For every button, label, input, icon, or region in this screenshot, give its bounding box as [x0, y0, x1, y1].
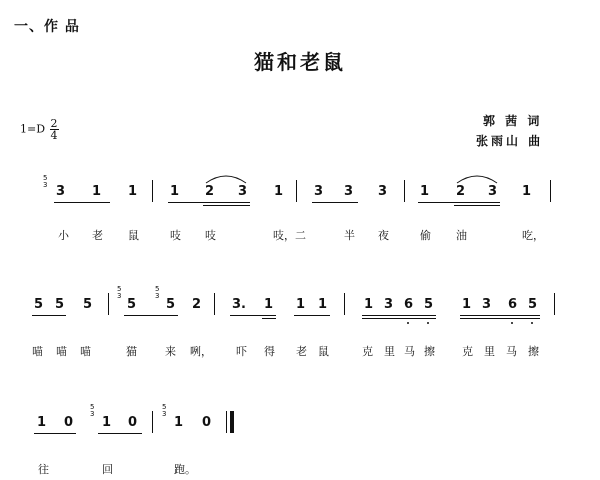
- lyricist-credit: 郭 茜 词: [483, 114, 543, 128]
- note: 3: [378, 184, 388, 199]
- barline: [152, 411, 153, 433]
- barline: [152, 180, 153, 202]
- barline: [550, 180, 551, 202]
- lyric: 咧，: [190, 345, 212, 358]
- lyric: 夜: [378, 229, 389, 242]
- note: 0: [202, 415, 212, 430]
- note: 3: [238, 184, 248, 199]
- note: 2: [456, 184, 466, 199]
- barline: [344, 293, 345, 315]
- slur: [205, 172, 247, 184]
- note: 2: [205, 184, 215, 199]
- note: 1: [37, 415, 47, 430]
- lyric: 来: [165, 345, 176, 358]
- lyric: 半: [344, 229, 355, 242]
- note: 1: [128, 184, 138, 199]
- lyric: 老: [296, 345, 307, 358]
- barline: [108, 293, 109, 315]
- eighth-underline: [418, 202, 500, 203]
- key-label: 1=D: [20, 122, 46, 136]
- note: 6: [508, 297, 518, 312]
- sixteenth-underline: [203, 205, 250, 206]
- lyric: 喵: [56, 345, 67, 358]
- note: 3: [314, 184, 324, 199]
- lyric: 回: [102, 463, 113, 476]
- lyric: 马: [404, 345, 415, 358]
- lyric: 小: [58, 229, 69, 242]
- note: 1: [296, 297, 306, 312]
- lyric: 往: [38, 463, 49, 476]
- note: 1: [264, 297, 274, 312]
- eighth-underline: [98, 433, 142, 434]
- eighth-underline: [124, 315, 178, 316]
- lyric: 鼠: [318, 345, 329, 358]
- eighth-underline: [54, 202, 110, 203]
- lyric: 里: [484, 345, 495, 358]
- note: 6: [404, 297, 414, 312]
- note: 1: [462, 297, 472, 312]
- low-octave-dot: [531, 322, 533, 324]
- lyric: 喵: [80, 345, 91, 358]
- note: 1: [102, 415, 112, 430]
- grace-note-5-3: 5 3: [155, 285, 160, 300]
- final-barline-thin: [226, 411, 227, 433]
- note: 1: [318, 297, 328, 312]
- eighth-underline: [460, 315, 540, 316]
- key-signature: [20, 118, 59, 141]
- lyric: 吱: [170, 229, 181, 242]
- sixteenth-underline: [262, 318, 276, 319]
- lyric: 偷: [420, 229, 431, 242]
- note: 5: [424, 297, 434, 312]
- eighth-underline: [32, 315, 66, 316]
- time-signature: [50, 118, 59, 141]
- barline: [296, 180, 297, 202]
- note: 1: [364, 297, 374, 312]
- note: 1: [274, 184, 284, 199]
- barline: [404, 180, 405, 202]
- lyric: 吃，: [522, 229, 544, 242]
- lyric: 跑。: [174, 463, 196, 476]
- grace-note-5-3: 5 3: [90, 403, 95, 418]
- eighth-underline: [34, 433, 76, 434]
- eighth-underline: [362, 315, 436, 316]
- lyric: 喵: [32, 345, 43, 358]
- lyric: 得: [264, 345, 275, 358]
- slur: [456, 172, 498, 184]
- note: 3: [488, 184, 498, 199]
- grace-note-5-3: 5 3: [43, 174, 48, 189]
- note: 3: [56, 184, 66, 199]
- eighth-underline: [312, 202, 358, 203]
- note: 0: [64, 415, 74, 430]
- lyric: 擦: [424, 345, 435, 358]
- sixteenth-underline: [454, 205, 500, 206]
- eighth-underline: [168, 202, 250, 203]
- lyric: 克: [462, 345, 473, 358]
- lyric: 吱: [205, 229, 216, 242]
- sixteenth-underline: [362, 318, 436, 319]
- note: 3: [344, 184, 354, 199]
- note: 1: [174, 415, 184, 430]
- low-octave-dot: [511, 322, 513, 324]
- note: 5: [55, 297, 65, 312]
- note: 1: [170, 184, 180, 199]
- song-title: 猫和老鼠: [254, 50, 346, 74]
- sixteenth-underline: [460, 318, 540, 319]
- lyric: 里: [384, 345, 395, 358]
- section-heading: 一、作 品: [14, 19, 80, 35]
- final-barline-thick: [230, 411, 234, 433]
- grace-note-5-3: 5 3: [117, 285, 122, 300]
- note: 3.: [232, 297, 246, 312]
- grace-note-5-3: 5 3: [162, 403, 167, 418]
- note: 5: [127, 297, 137, 312]
- lyric: 油: [456, 229, 467, 242]
- note: 2: [192, 297, 202, 312]
- time-numerator: 2: [50, 117, 58, 130]
- lyric: 克: [362, 345, 373, 358]
- note: 0: [128, 415, 138, 430]
- composer-credit: 张雨山 曲: [476, 134, 544, 148]
- note: 3: [482, 297, 492, 312]
- eighth-underline: [230, 315, 276, 316]
- note: 1: [420, 184, 430, 199]
- note: 5: [528, 297, 538, 312]
- note: 5: [83, 297, 93, 312]
- note: 1: [522, 184, 532, 199]
- lyric: 吱，二: [273, 229, 306, 242]
- lyric: 马: [506, 345, 517, 358]
- barline: [554, 293, 555, 315]
- low-octave-dot: [427, 322, 429, 324]
- barline: [214, 293, 215, 315]
- low-octave-dot: [407, 322, 409, 324]
- time-denominator: 4: [50, 129, 58, 142]
- lyric: 吓: [236, 345, 247, 358]
- lyric: 老: [92, 229, 103, 242]
- eighth-underline: [294, 315, 330, 316]
- lyric: 擦: [528, 345, 539, 358]
- note: 3: [384, 297, 394, 312]
- lyric: 鼠: [128, 229, 139, 242]
- lyric: 猫: [126, 345, 137, 358]
- note: 5: [166, 297, 176, 312]
- note: 1: [92, 184, 102, 199]
- note: 5: [34, 297, 44, 312]
